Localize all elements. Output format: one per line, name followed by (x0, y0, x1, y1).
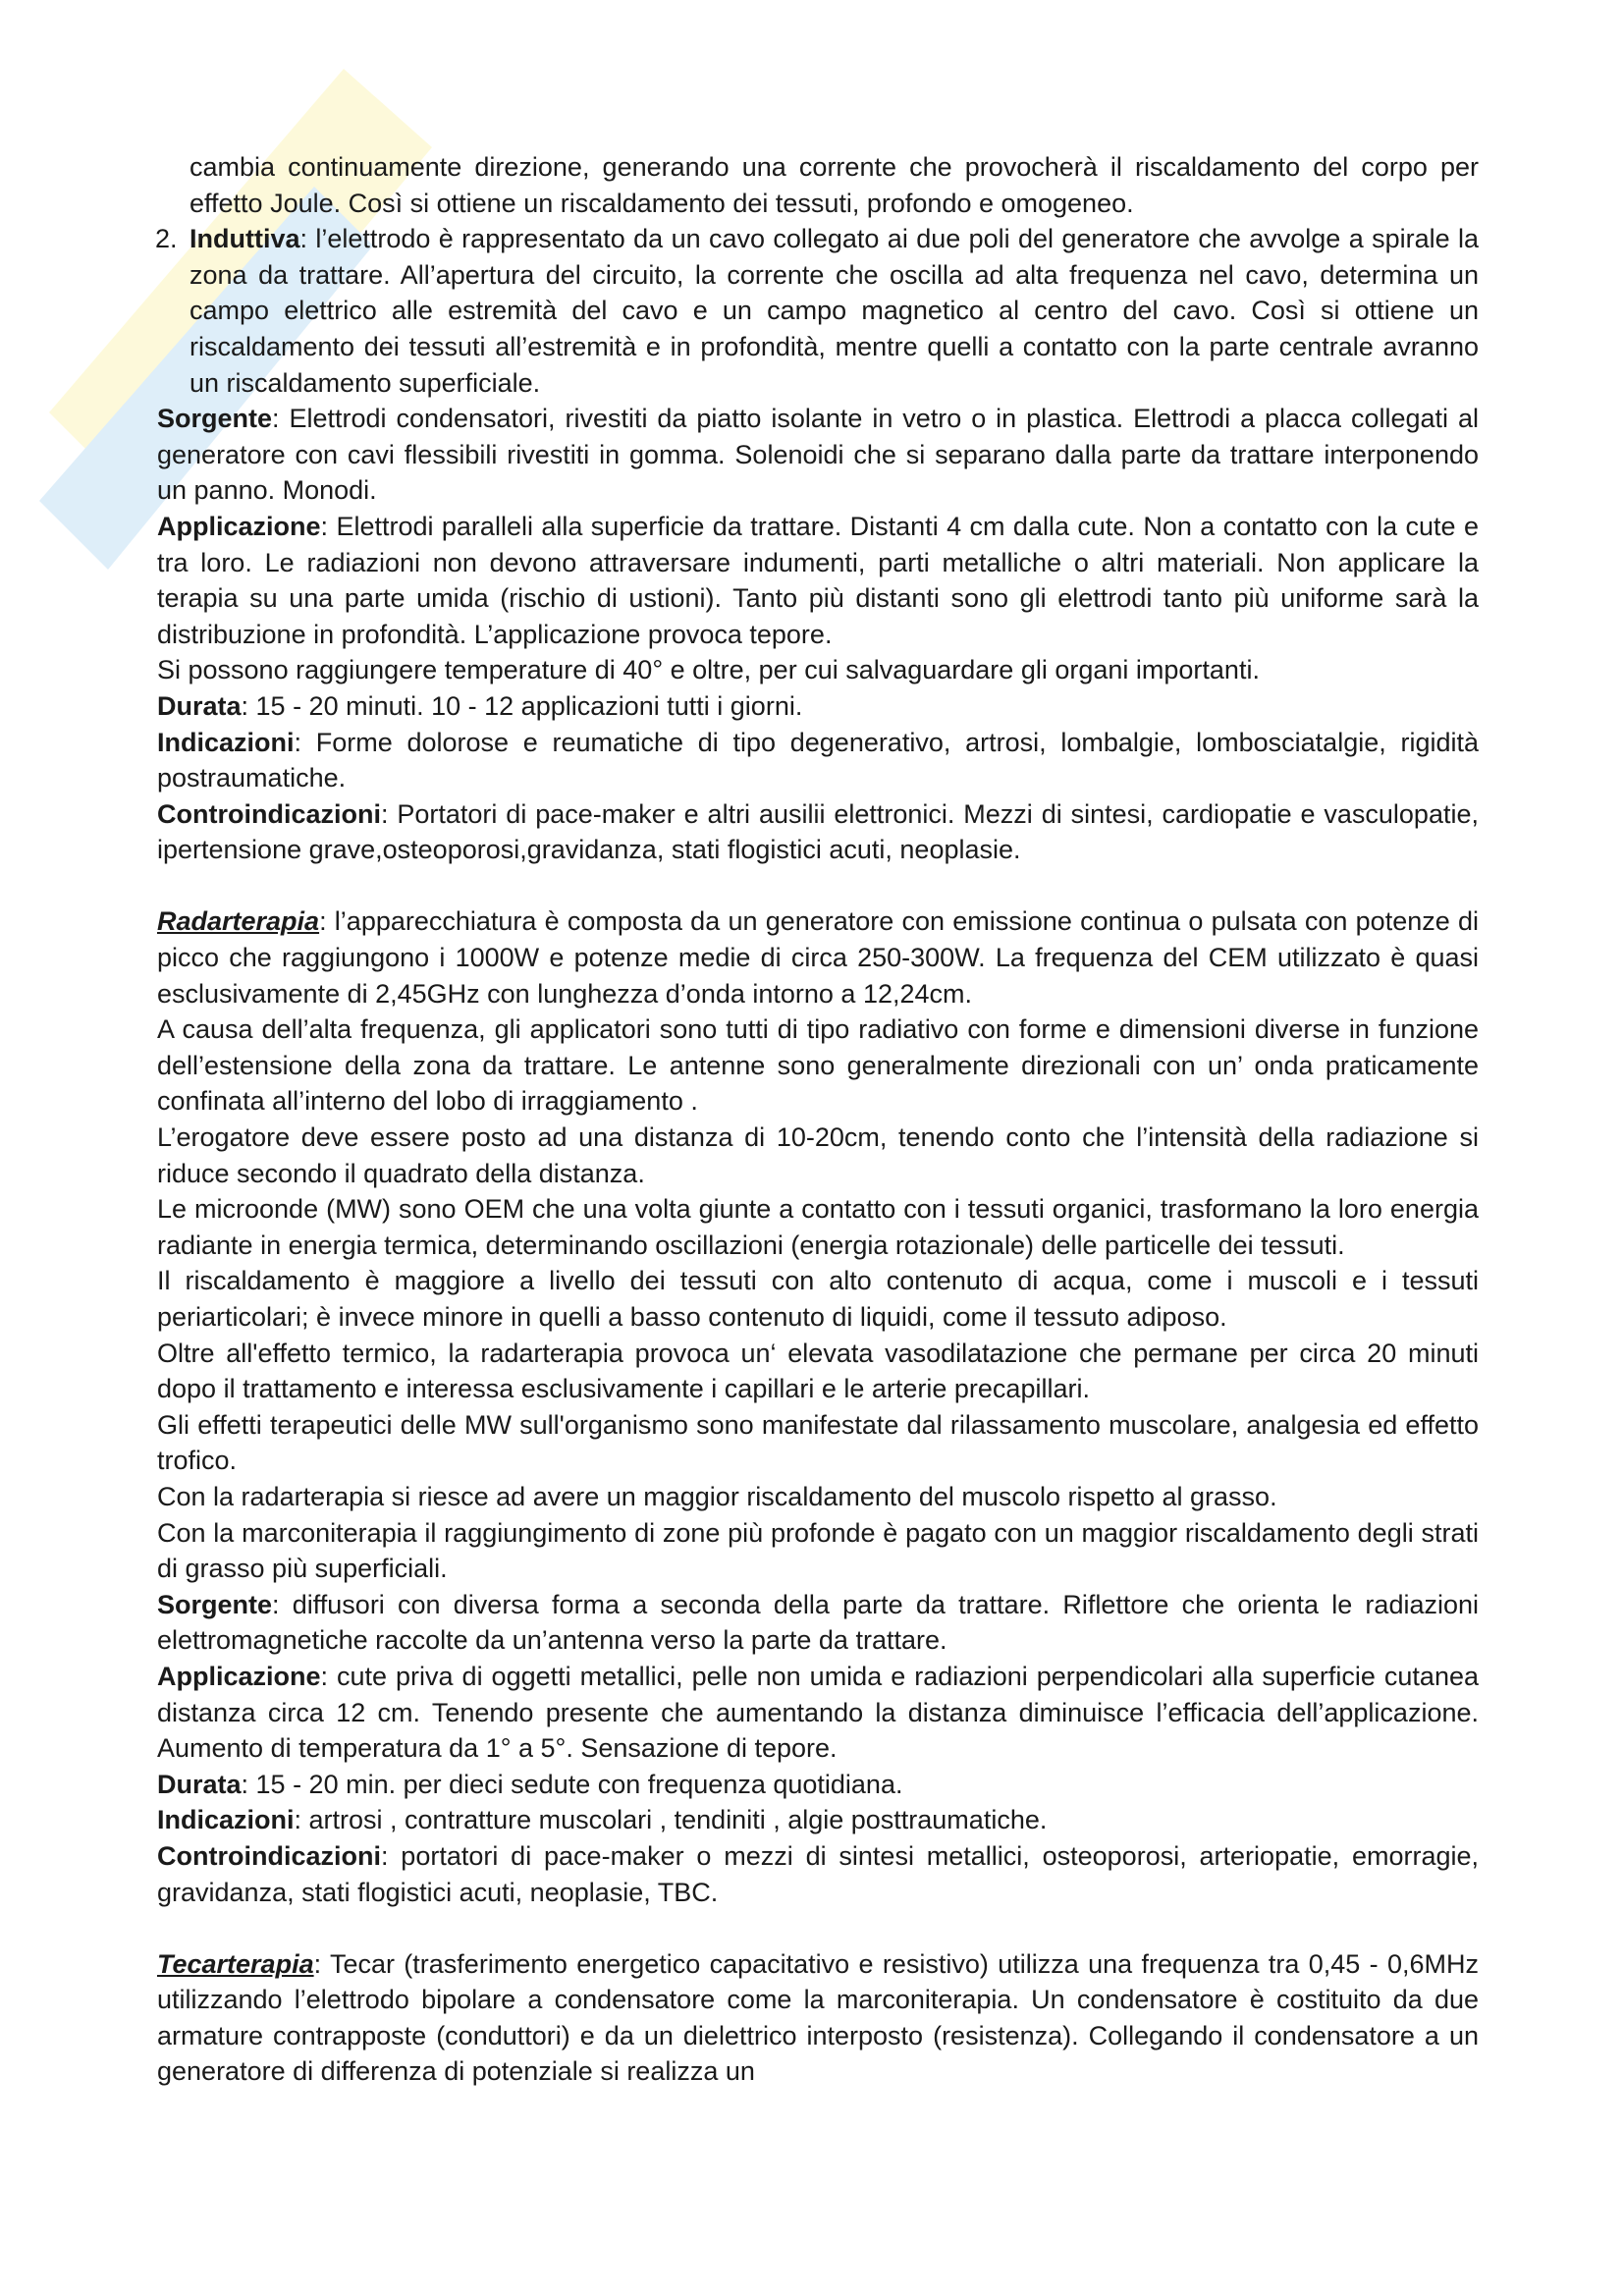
term-applicazione: Applicazione (157, 1661, 321, 1691)
radar-paragraph: Gli effetti terapeutici delle MW sull'organismo sono manifestate dal rilassamento muscolare, analgesia ed effetto trofico. (157, 1409, 1479, 1476)
tecar-intro (157, 1946, 1479, 2090)
radar-applicazione (157, 1659, 1479, 1767)
induttiva-text: : l’elettrodo è rappresentato da un cavo collegato ai due poli del generatore che avvolge a spirale la zona da trattare. All’apertura del circuito, la corrente che oscilla ad alta frequenza nel cavo, determina un campo elettrico alle estremità del cavo e un campo magnetico al centro del cavo. Così si ottiene un riscaldamento dei tessuti all’estremità e in profondità, mentre quelli a contatto con la parte centrale avranno un riscaldamento superficiale. (189, 224, 1479, 398)
radar-paragraph: Oltre all'effetto termico, la radarterapia provoca un‘ elevata vasodilatazione che permane per circa 20 minuti dopo il trattamento e interessa esclusivamente i capillari e le arterie precapillari. (157, 1338, 1479, 1404)
section-title-tecarterapia: Tecarterapia (157, 1948, 314, 1979)
marconi-durata (157, 688, 1479, 725)
list-number: 2. (155, 224, 178, 254)
radar-intro-text: : l’apparecchiatura è composta da un generatore con emissione continua o pulsata con potenze di picco che raggiungono i 1000W e potenze medie di circa 250-300W. La frequenza del CEM utilizzato è quasi esclusivamente di 2,45GHz con lunghezza d’onda intorno a 12,24cm. (157, 906, 1479, 1009)
radar-paragraph: A causa dell’alta frequenza, gli applicatori sono tutti di tipo radiativo con forme e dimensioni diverse in funzione dell’estensione della zona da trattare. Le antenne sono generalmente direzionali con un’ onda praticamente confinata all’interno del lobo di irraggiamento . (157, 1014, 1479, 1117)
term-controindicazioni: Controindicazioni (157, 798, 381, 829)
radar-intro (157, 903, 1479, 1011)
marconi-indicazioni (157, 725, 1479, 796)
durata-text: : 15 - 20 min. per dieci sedute con frequenza quotidiana. (241, 1769, 903, 1799)
list-item-induttiva (157, 221, 1479, 401)
marconi-temperature: Si possono raggiungere temperature di 40° e oltre, per cui salvaguardare gli organi importanti. (157, 655, 1260, 685)
radar-durata (157, 1767, 1479, 1803)
term-durata: Durata (157, 1769, 242, 1799)
term-controindicazioni: Controindicazioni (157, 1840, 381, 1871)
radar-paragraph: Con la radarterapia si riesce ad avere un maggior riscaldamento del muscolo rispetto al grasso. (157, 1481, 1277, 1511)
marconi-sorgente (157, 401, 1479, 509)
spacer (157, 868, 1479, 904)
marconi-controindicazioni (157, 796, 1479, 868)
term-sorgente: Sorgente (157, 1589, 273, 1619)
applicazione-text: : Elettrodi paralleli alla superficie da trattare. Distanti 4 cm dalla cute. Non a contatto con la cute e tra loro. Le radiazioni non devono attraversare indumenti, parti metalliche o altri materiali. Non applicare la terapia su una parte umida (rischio di ustioni). Tanto più distanti sono gli elettrodi tanto più uniforme sarà la distribuzione in profondità. L’applicazione provoca tepore. (157, 511, 1479, 649)
indicazioni-text: : artrosi , contratture muscolari , tendiniti , algie posttraumatiche. (294, 1805, 1048, 1835)
term-indicazioni: Indicazioni (157, 1805, 295, 1835)
document-page (157, 149, 1479, 2090)
section-title-radarterapia: Radarterapia (157, 906, 320, 937)
term-applicazione: Applicazione (157, 511, 321, 541)
marconi-applicazione (157, 509, 1479, 652)
radar-paragraph: Con la marconiterapia il raggiungimento di zone più profonde è pagato con un maggior riscaldamento degli strati di grasso più superficiali. (157, 1517, 1479, 1584)
term-indicazioni: Indicazioni (157, 727, 295, 757)
radar-paragraph: Le microonde (MW) sono OEM che una volta giunte a contatto con i tessuti organici, trasformano la loro energia radiante in energia termica, determinando oscillazioni (energia rotazionale) delle particelle dei tessuti. (157, 1194, 1479, 1260)
controindicazioni-text: : portatori di pace-maker o mezzi di sintesi metallici, osteoporosi, arteriopatie, emorragie, gravidanza, stati flogistici acuti, neoplasie, TBC. (157, 1840, 1479, 1907)
controindicazioni-text: : Portatori di pace-maker e altri ausilii elettronici. Mezzi di sintesi, cardiopatie e vasculopatie, ipertensione grave,osteoporosi,gravidanza, stati flogistici acuti, neoplasie. (157, 798, 1479, 865)
sorgente-text: : diffusori con diversa forma a seconda della parte da trattare. Riflettore che orienta le radiazioni elettromagnetiche raccolte da un’antenna verso la parte da trattare. (157, 1589, 1479, 1656)
applicazione-text: : cute priva di oggetti metallici, pelle non umida e radiazioni perpendicolari alla superficie cutanea distanza circa 12 cm. Tenendo presente che aumentando la distanza diminuisce l’efficacia dell’applicazione. Aumento di temperatura da 1° a 5°. Sensazione di tepore. (157, 1661, 1479, 1764)
radar-controindicazioni (157, 1838, 1479, 1910)
tecar-intro-text: : Tecar (trasferimento energetico capacitativo e resistivo) utilizza una frequenza tra 0,45 - 0,6MHz utilizzando l’elettrodo bipolare a condensatore come la marconiterapia. Un condensatore è costituito da due armature contrapposte (conduttori) e da un dielettrico interposto (resistenza). Collegando il condensatore a un generatore di differenza di potenziale si realizza un (157, 1948, 1479, 2087)
spacer (157, 1910, 1479, 1946)
radar-sorgente (157, 1587, 1479, 1659)
sorgente-text: : Elettrodi condensatori, rivestiti da piatto isolante in vetro o in plastica. Elettrodi a placca collegati al generatore con cavi flessibili rivestiti in gomma. Solenoidi che si separano dalla parte da trattare interponendo un panno. Monodi. (157, 404, 1479, 506)
paragraph-continuation: cambia continuamente direzione, generando una corrente che provocherà il riscaldamento del corpo per effetto Joule. Così si ottiene un riscaldamento dei tessuti, profondo e omogeneo. (189, 152, 1479, 218)
durata-text: : 15 - 20 minuti. 10 - 12 applicazioni tutti i giorni. (241, 690, 803, 721)
term-sorgente: Sorgente (157, 404, 273, 434)
indicazioni-text: : Forme dolorose e reumatiche di tipo degenerativo, artrosi, lombalgie, lombosciatalgie, rigidità postraumatiche. (157, 727, 1479, 793)
radar-paragraph: Il riscaldamento è maggiore a livello dei tessuti con alto contenuto di acqua, come i muscoli e i tessuti periarticolari; è invece minore in quelli a basso contenuto di liquidi, come il tessuto adiposo. (157, 1266, 1479, 1332)
radar-indicazioni (157, 1802, 1479, 1838)
radar-paragraph: L’erogatore deve essere posto ad una distanza di 10-20cm, tenendo conto che l’intensità della radiazione si riduce secondo il quadrato della distanza. (157, 1122, 1479, 1188)
term-durata: Durata (157, 690, 242, 721)
term-induttiva: Induttiva (189, 224, 300, 254)
